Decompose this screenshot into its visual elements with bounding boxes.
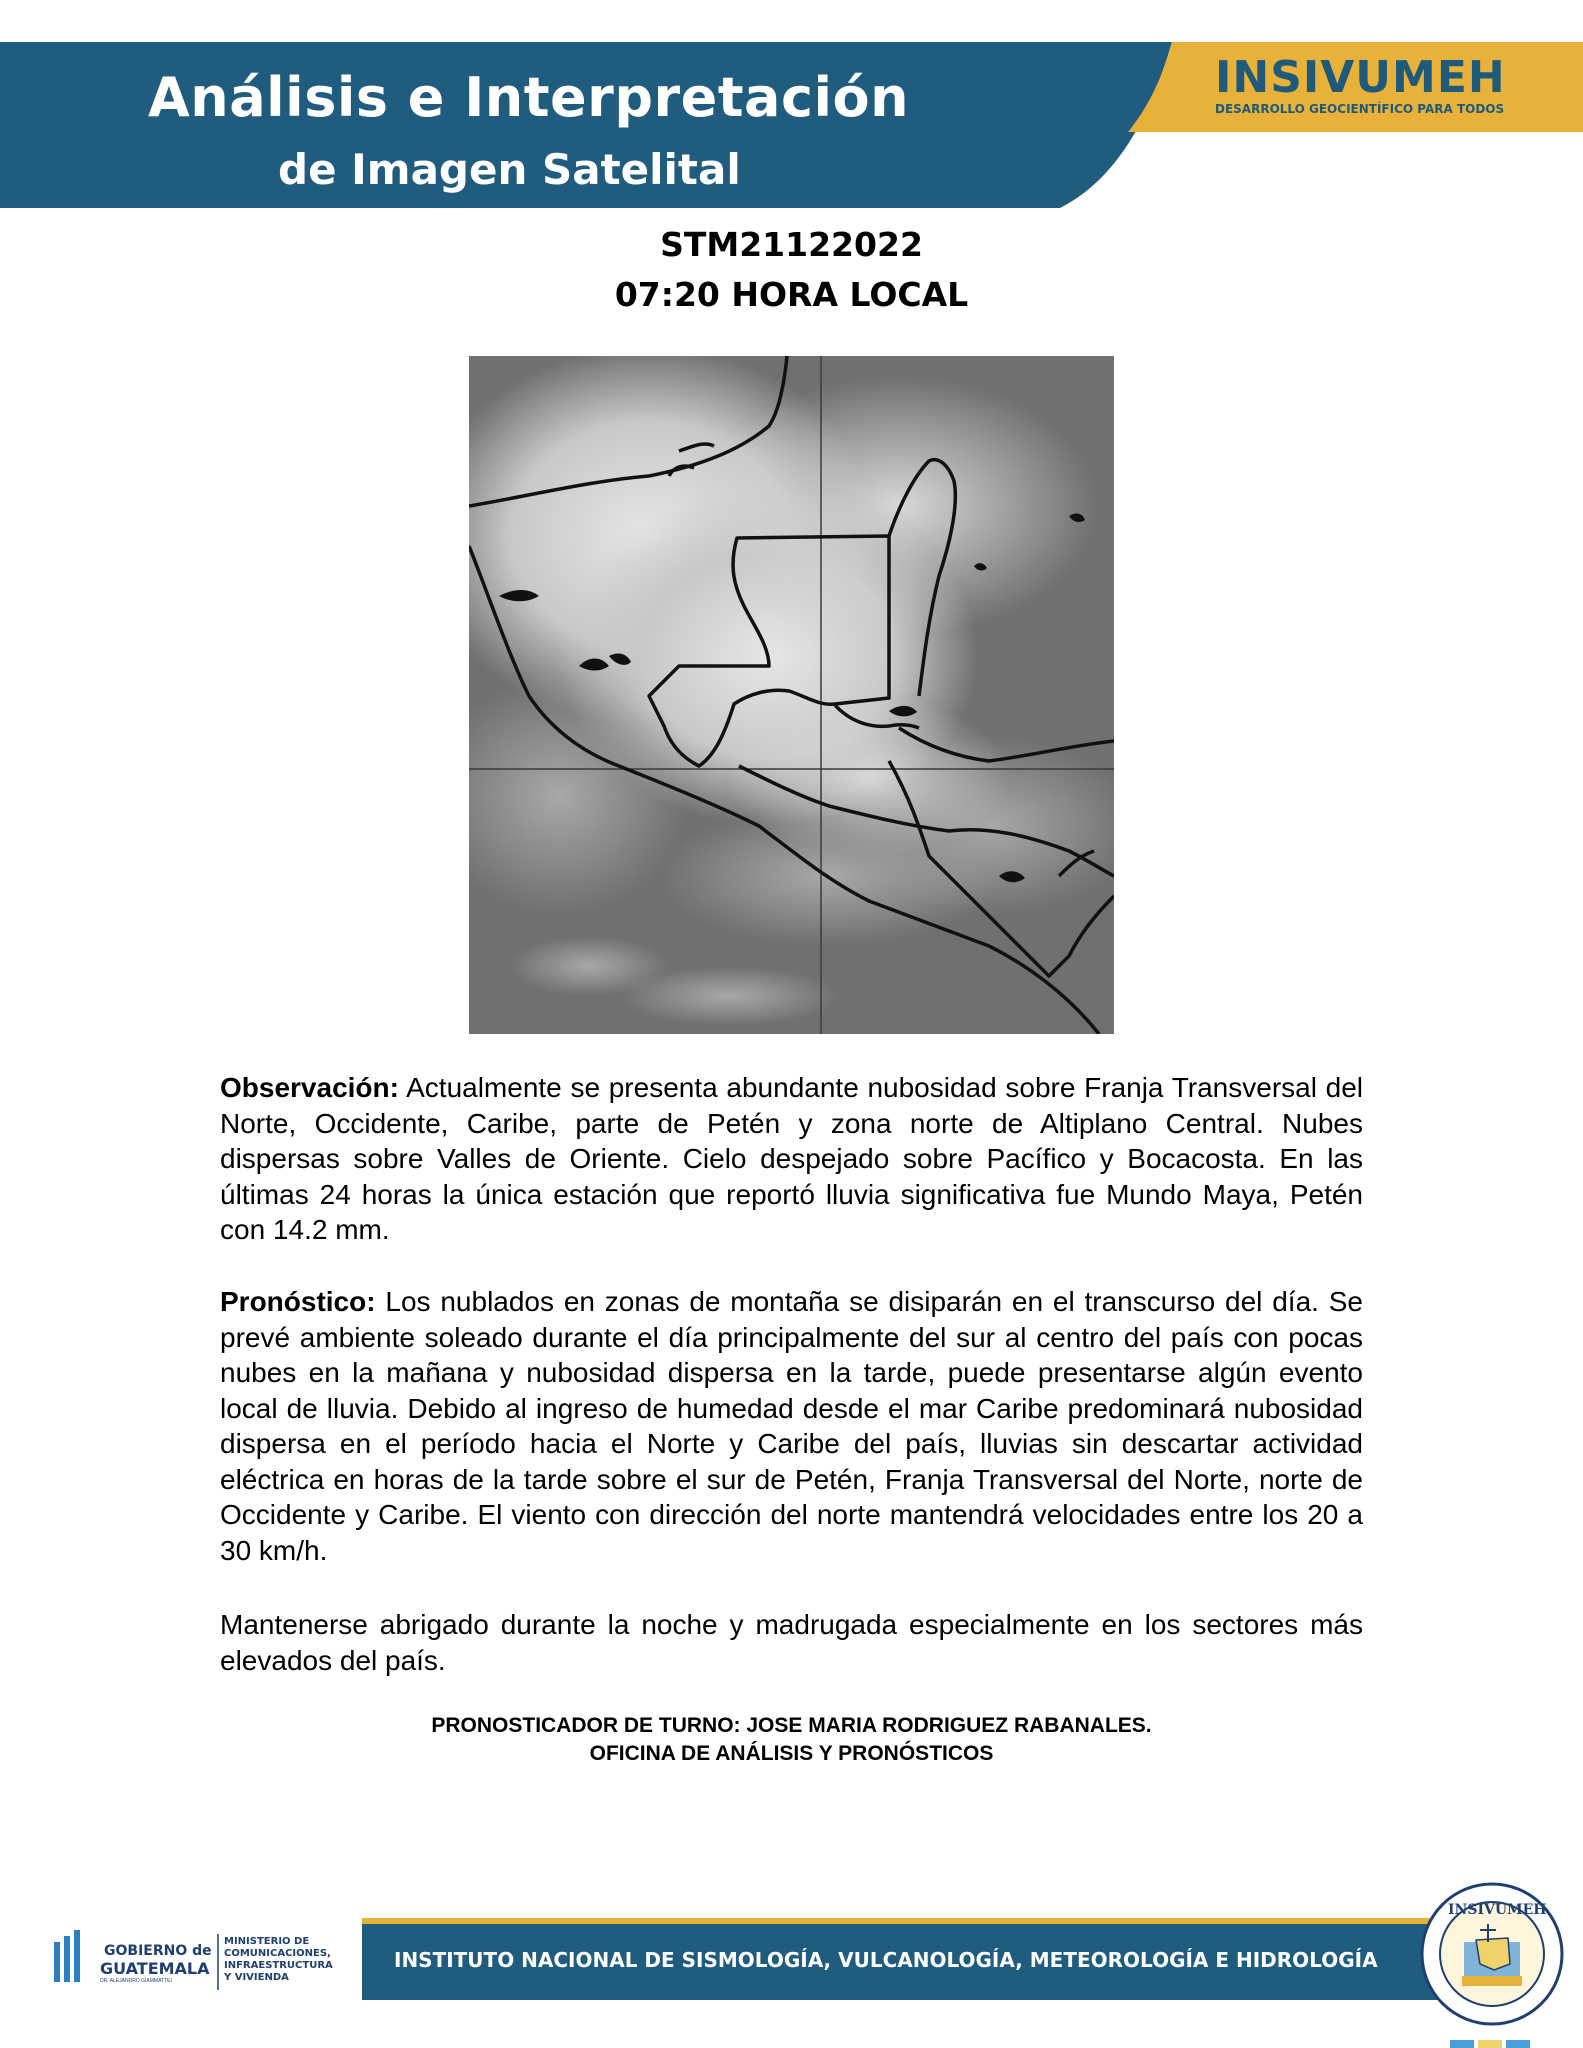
government-country: GUATEMALA <box>100 1959 210 1978</box>
forecast-paragraph <box>220 1284 1363 1568</box>
seal-name: INSIVUMEH <box>1448 1902 1547 1918</box>
ministry-line: COMUNICACIONES, <box>224 1948 331 1959</box>
observation-label: Observación: <box>220 1072 399 1103</box>
advice-paragraph: Mantenerse abrigado durante la noche y madrugada especialmente en los sectores más elevados del país. <box>220 1609 1363 1676</box>
page-subtitle: de Imagen Satelital <box>278 145 741 194</box>
forecaster-name: PRONOSTICADOR DE TURNO: JOSE MARIA RODRIGUEZ RABANALES. <box>431 1714 1152 1737</box>
ministry-line: INFRAESTRUCTURA <box>224 1960 333 1971</box>
government-president: DR. ALEJANDRO GIAMMATTEI <box>100 1978 172 1984</box>
forecast-label: Pronóstico: <box>220 1286 376 1317</box>
corner-flag-icon <box>1420 2036 1550 2048</box>
institute-name: INSTITUTO NACIONAL DE SISMOLOGÍA, VULCANOLOGÍA, METEOROLOGÍA E HIDROLOGÍA <box>394 1948 1378 1972</box>
brand-tagline: DESARROLLO GEOCIENTÍFICO PARA TODOS <box>1215 102 1505 116</box>
ministry-line: MINISTERIO DE <box>224 1936 310 1947</box>
observation-text: Actualmente se presenta abundante nubosidad sobre Franja Transversal del Norte, Occidente, Caribe, parte de Petén y zona norte de Altiplano Central. Nubes dispersas sobre Valles de Oriente. Cielo despejado sobre Pacífico y Bocacosta. En las últimas 24 horas la única estación que reportó lluvia significativa fue Mundo Maya, Petén con 14.2 mm. <box>220 1072 1363 1245</box>
report-time: 07:20 HORA LOCAL <box>614 275 969 314</box>
report-code: STM21122022 <box>660 225 923 264</box>
ministry-name <box>224 1936 333 1984</box>
page-title: Análisis e Interpretación <box>148 66 910 129</box>
office-name: OFICINA DE ANÁLISIS Y PRONÓSTICOS <box>589 1742 994 1765</box>
forecast-text: Los nublados en zonas de montaña se disiparán en el transcurso del día. Se prevé ambiente soleado durante el día principalmente del sur al centro del país con pocas nubes en la mañana y nubosidad dispersa en la tarde, puede presentarse algún evento local de lluvia. Debido al ingreso de humedad desde el mar Caribe predominará nubosidad dispersa en el período hacia el Norte y Caribe del país, lluvias sin descartar actividad eléctrica en horas de la tarde sobre el sur de Petén, Franja Transversal del Norte, norte de Occidente y Caribe. El viento con dirección del norte mantendrá velocidades entre los 20 a 30 km/h. <box>220 1286 1363 1566</box>
observation-paragraph <box>220 1070 1363 1248</box>
government-label: GOBIERNO de <box>104 1943 212 1959</box>
ministry-line: Y VIVIENDA <box>224 1972 289 1983</box>
satellite-image <box>469 356 1114 1034</box>
brand-logo-text: INSIVUMEH <box>1215 52 1506 103</box>
